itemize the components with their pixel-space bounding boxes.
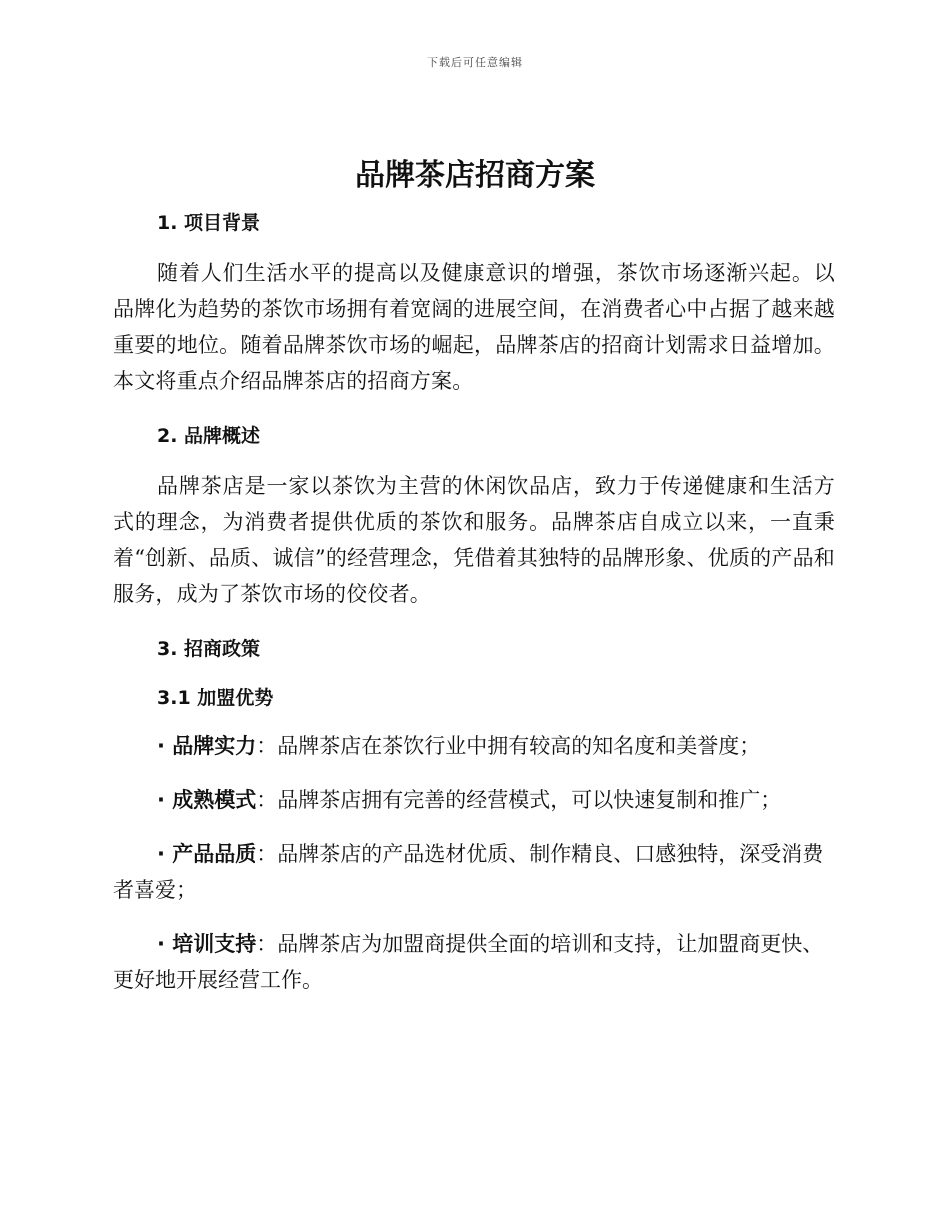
advantage-term: · 产品品质 [157, 842, 257, 866]
section-paragraph-brand-overview: 品牌茶店是一家以茶饮为主营的休闲饮品店，致力于传递健康和生活方式的理念，为消费者提供优质的茶饮和服务。品牌茶店自成立以来，一直秉着“创新、品质、诚信”的经营理念，凭借着其独特的品牌形象、优质的产品和服务，成为了茶饮市场的佼佼者。 [113, 474, 835, 606]
advantage-term: · 品牌实力 [157, 734, 257, 758]
advantage-term: · 成熟模式 [157, 788, 257, 812]
section-heading-brand-overview: 2. 品牌概述 [157, 425, 261, 447]
section-heading-investment-policy: 3. 招商政策 [157, 638, 261, 660]
advantage-text: ：品牌茶店为加盟商提供全面的培训和支持，让加盟商更快、更好地开展经营工作。 [113, 932, 824, 992]
document-title: 品牌茶店招商方案 [355, 158, 595, 193]
advantage-item [113, 728, 835, 764]
advantage-text: ：品牌茶店的产品选材优质、制作精良、口感独特，深受消费者喜爱； [113, 842, 824, 902]
advantage-text: ：品牌茶店拥有完善的经营模式，可以快速复制和推广； [256, 788, 782, 812]
section-heading-background: 1. 项目背景 [157, 212, 261, 234]
advantage-item [113, 782, 835, 818]
section-paragraph-background: 随着人们生活水平的提高以及健康意识的增强，茶饮市场逐渐兴起。以品牌化为趋势的茶饮市场拥有着宽阔的进展空间，在消费者心中占据了越来越重要的地位。随着品牌茶饮市场的崛起，品牌茶店的招商计划需求日益增加。本文将重点介绍品牌茶店的招商方案。 [113, 261, 835, 393]
advantage-item [113, 836, 835, 908]
advantage-item [113, 926, 835, 998]
page-header-note: 下载后可任意编辑 [427, 56, 523, 69]
document-body [113, 200, 835, 998]
advantage-term: · 培训支持 [157, 932, 257, 956]
subsection-heading-franchise-advantages: 3.1 加盟优势 [157, 687, 274, 709]
advantage-text: ：品牌茶店在茶饮行业中拥有较高的知名度和美誉度； [256, 734, 761, 758]
